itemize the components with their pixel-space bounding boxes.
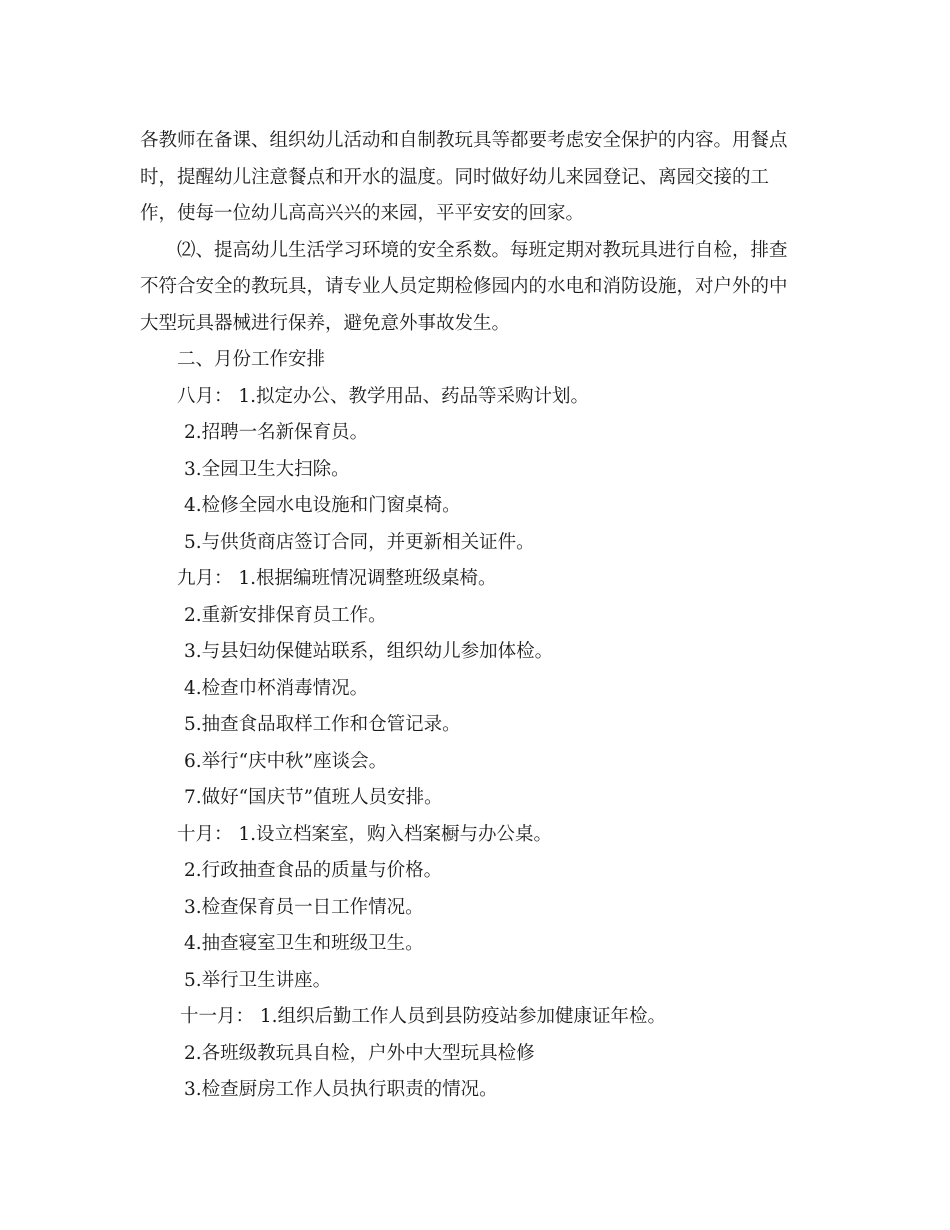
section-heading: 二、月份工作安排 bbox=[177, 349, 326, 370]
list-item: 5.与供货商店签订合同，并更新相关证件。 bbox=[184, 531, 535, 553]
list-item: 7.做好“国庆节”值班人员安排。 bbox=[184, 787, 443, 808]
list-item: 5.抽查食品取样工作和仓管记录。 bbox=[184, 714, 461, 735]
text-line: 时，提醒幼儿注意餐点和开水的温度。同时做好幼儿来园登记、离园交接的工 bbox=[140, 166, 770, 188]
text-line: 作，使每一位幼儿高高兴兴的来园，平平安安的回家。 bbox=[140, 203, 585, 224]
month-line: 十月： 1.设立档案室，购入档案橱与办公桌。 bbox=[177, 823, 553, 845]
month-line: 九月： 1.根据编班情况调整班级桌椅。 bbox=[177, 568, 497, 589]
list-item: 2.招聘一名新保育员。 bbox=[184, 422, 369, 443]
paragraph-safety-protection bbox=[140, 123, 810, 233]
list-item: 3.检查厨房工作人员执行职责的情况。 bbox=[184, 1079, 498, 1100]
document-body bbox=[140, 123, 810, 1109]
list-item: 4.检查巾杯消毒情况。 bbox=[184, 677, 369, 699]
list-item: 6.举行“庆中秋”座谈会。 bbox=[184, 750, 388, 772]
month-block-october bbox=[140, 817, 810, 1000]
list-item: 5.举行卫生讲座。 bbox=[184, 969, 332, 991]
month-block-november bbox=[140, 999, 810, 1109]
month-line: 八月： 1.拟定办公、教学用品、药品等采购计划。 bbox=[177, 385, 590, 407]
text-line: 大型玩具器械进行保养，避免意外事故发生。 bbox=[140, 312, 511, 334]
list-item: 3.全园卫生大扫除。 bbox=[184, 458, 350, 480]
list-item: 3.与县妇幼保健站联系，组织幼儿参加体检。 bbox=[184, 641, 554, 662]
list-item: 3.检查保育员一日工作情况。 bbox=[184, 896, 424, 918]
list-item: 2.重新安排保育员工作。 bbox=[184, 604, 387, 626]
text-line: ⑵、提高幼儿生活学习环境的安全系数。每班定期对教玩具进行自检，排查 bbox=[177, 239, 788, 261]
list-item: 4.检修全园水电设施和门窗桌椅。 bbox=[184, 495, 461, 516]
month-line: 十一月： 1.组织后勤工作人员到县防疫站参加健康证年检。 bbox=[180, 1006, 667, 1027]
paragraph-environment-safety bbox=[140, 233, 810, 343]
month-block-september bbox=[140, 561, 810, 817]
list-item: 2.各班级教玩具自检，户外中大型玩具检修 bbox=[184, 1042, 535, 1064]
month-block-august bbox=[140, 379, 810, 562]
text-line: 各教师在备课、组织幼儿活动和自制教玩具等都要考虑安全保护的内容。用餐点 bbox=[140, 130, 788, 151]
text-line: 不符合安全的教玩具，请专业人员定期检修园内的水电和消防设施，对户外的中 bbox=[140, 276, 788, 297]
list-item: 2.行政抽查食品的质量与价格。 bbox=[184, 860, 443, 881]
list-item: 4.抽查寝室卫生和班级卫生。 bbox=[184, 933, 424, 954]
